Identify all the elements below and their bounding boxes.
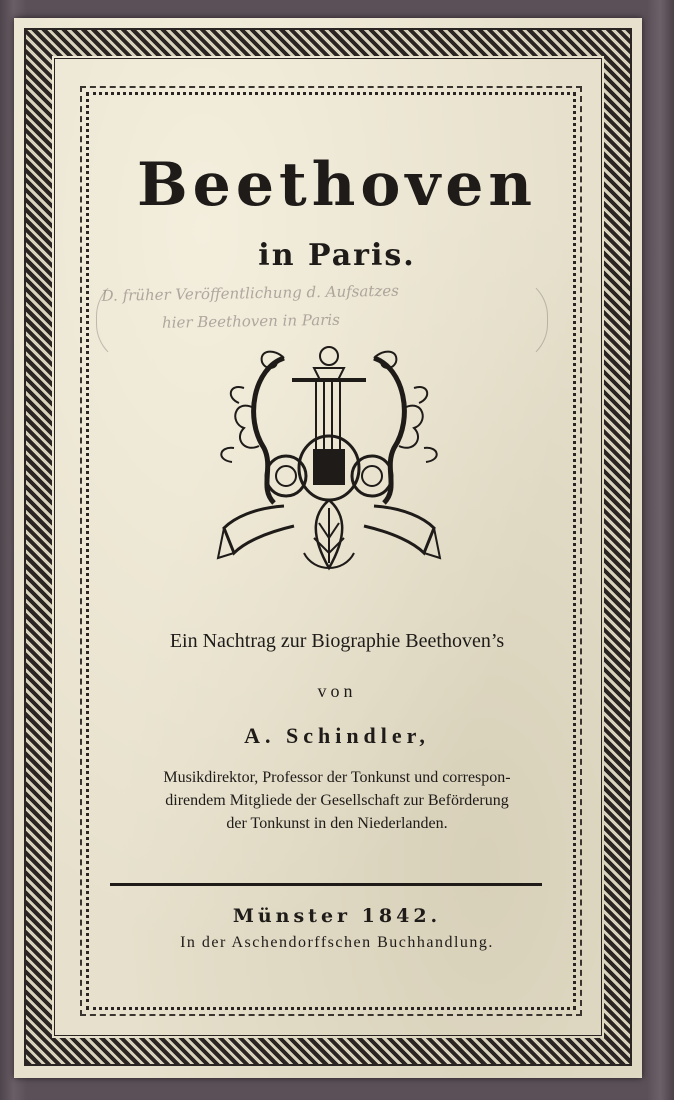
author-description [0,766,674,835]
publisher: In der Aschendorffschen Buchhandlung. [180,934,494,951]
author-description-line1: Musikdirektor, Professor der Tonkunst und correspon- [163,769,511,786]
book-subtitle: Ein Nachtrag zur Biographie Beethoven’s [169,630,505,652]
book-title: Beethoven [136,150,538,220]
divider-rule [110,883,542,886]
lyre-ornament-icon [214,328,444,588]
book-title-subtitle: in Paris. [258,238,416,273]
handwritten-note-line2: hier Beethoven in Paris [161,310,341,332]
author-description-line3: der Tonkunst in den Niederlanden. [226,815,448,832]
author-name: A. Schindler, [244,723,430,748]
handwritten-note-line1: D. früher Veröffentlichung d. Aufsatzes [101,281,399,305]
place-year: Münster 1842. [232,905,442,927]
by-label: von [317,681,357,701]
author-description-line2: direndem Mitgliede der Gesellschaft zur Beförderung [165,792,509,809]
